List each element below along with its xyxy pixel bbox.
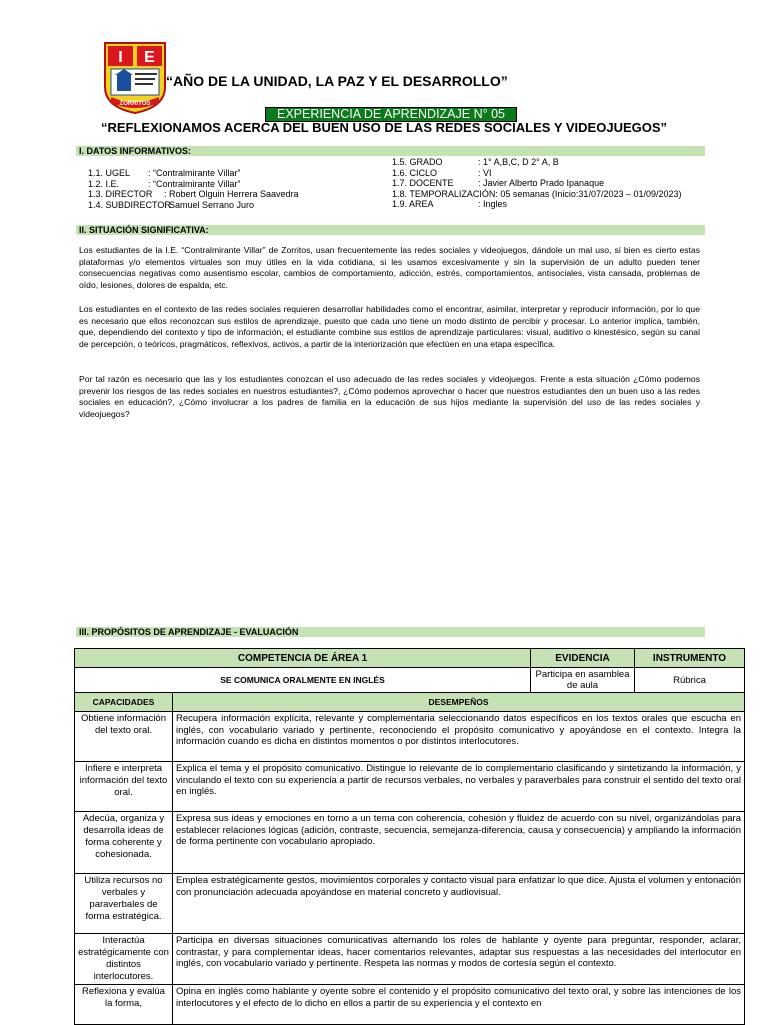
capacidad-cell: Adecúa, organiza y desarrolla ideas de forma coherente y cohesionada.	[75, 812, 173, 874]
evidencia-value: Participa en asamblea de aula	[531, 668, 635, 693]
desempeno-cell: Emplea estratégicamente gestos, movimientos corporales y contacto visual para enfatizar lo que dice. Ajusta el volumen y entonación con pronunciación adecuada apoyándose en material concreto y audiovisual.	[173, 874, 745, 934]
section-1-title: I. DATOS INFORMATIVOS:	[76, 146, 705, 156]
capacidad-cell: Reflexiona y evalúa la forma,	[75, 985, 173, 1025]
info-value: 05 semanas (Inicio:31/07/2023 – 01/09/2023)	[500, 188, 682, 199]
info-key: 1.4. SUBDIRECTOR	[88, 199, 171, 210]
desempeno-cell: Expresa sus ideas y emociones en torno a un tema con coherencia, cohesión y fluidez de acuerdo con su nivel, organizándolas para establecer relaciones lógicas (adición, contraste, secuencia, semejanza-diferencia, causa y consecuencia) y ampliando la información de forma pertinente con vocabulario apropiado.	[173, 812, 745, 874]
info-value: : Javier Alberto Prado Ipanaque	[478, 178, 605, 188]
info-value: : Ingles	[478, 199, 508, 209]
desempeno-cell: Explica el tema y el propósito comunicativo. Distingue lo relevante de lo complementario clasificando y sintetizando la información, y vinculando el texto con su experiencia a partir de recursos verbales, no verbales y paraverbales para construir el sentido del texto oral en inglés.	[173, 762, 745, 812]
info-grado	[392, 157, 682, 168]
info-temporalizacion	[392, 189, 682, 200]
table-row	[75, 874, 745, 934]
info-left	[88, 168, 299, 210]
header-competencia: COMPETENCIA DE ÁREA 1	[75, 649, 531, 668]
info-value: : 1° A,B,C, D 2° A, B	[478, 157, 559, 167]
info-key: 1.3. DIRECTOR	[88, 189, 153, 199]
table-row	[75, 934, 745, 985]
table-header-row	[75, 649, 745, 668]
desempeno-cell: Opina en inglés como hablante y oyente sobre el contenido y el propósito comunicativo del texto oral, y sobre las intenciones de los interlocutores y el efecto de lo dicho en ellos a partir de su experiencia y el contexto en	[173, 985, 745, 1025]
paragraph-1: Los estudiantes de la I.E. “Contralmirante Villar” de Zorritos, usan frecuentemente las redes sociales y videojuegos, dándole un mal uso, si bien es cierto estas plataformas y/o elementos virtuales son muy útiles en la vida cotidiana, si les usamos excesivamente y sin la supervisión de un adulto pueden tener consecuencias negativas como ausentismo escolar, cambios de comportamiento, adicción, estrés, comportamientos, antisociales, vista cansada, problemas de oído, lesiones, dolores de espalda, etc.	[79, 245, 700, 290]
table-row	[75, 985, 745, 1025]
info-key: 1.7. DOCENTE	[392, 178, 454, 188]
header-evidencia: EVIDENCIA	[531, 649, 635, 668]
table-subheader-row	[75, 693, 745, 712]
info-director	[88, 189, 299, 200]
info-key: 1.8. TEMPORALIZACIÓN:	[392, 188, 498, 199]
capacidad-cell: Utiliza recursos no verbales y paraverbales de forma estratégica.	[75, 874, 173, 934]
section-3-title: III. PROPÓSITOS DE APRENDIZAJE - EVALUACIÓN	[76, 627, 705, 637]
info-value: : Robert Olguin Herrera Saavedra	[164, 189, 299, 199]
desempeno-cell: Participa en diversas situaciones comunicativas alternando los roles de hablante y oyente para preguntar, responder, aclarar, contrastar, y para complementar ideas, hacer comentarios relevantes, adaptar sus respuestas a las necesidades del interlocutor en inglés, con vocabulario variado y pertinente. Respeta las normas y modos de cortesía según el contexto.	[173, 934, 745, 985]
subheader-desempenos: DESEMPEÑOS	[173, 693, 745, 712]
competencia-table	[74, 648, 745, 1025]
school-logo	[103, 41, 167, 115]
logo-caption: ZORRITOS	[119, 101, 151, 107]
logo-letter-i: I	[118, 49, 123, 66]
instrumento-value: Rúbrica	[635, 668, 745, 693]
info-key: 1.9. AREA	[392, 199, 434, 209]
info-key: 1.6. CICLO	[392, 167, 438, 178]
info-value: : “Contralmirante Villar”	[148, 178, 241, 189]
info-ciclo	[392, 168, 682, 179]
desempeno-cell: Recupera información explícita, relevante y complementaria seleccionando datos específicos en los textos orales que escucha en inglés, con vocabulario variado y pertinente, reconociendo el propósito comunicativo y apoyándose en el contexto. Integra la información cuando es dicha en distintos momentos o por distintos interlocutores.	[173, 712, 745, 762]
section-2-title: II. SITUACIÓN SIGNIFICATIVA:	[76, 225, 705, 235]
paragraph-3: Por tal razón es necesario que las y los estudiantes conozcan el uso adecuado de las redes sociales y videojuegos. Frente a esta situación ¿Cómo podemos prevenir los riesgos de las redes sociales en nuestros estudiantes?, ¿Cómo podemos aprovechar o hacer que nuestros estudiantes den un buen uso a las redes sociales en educación?, ¿Cómo involucrar a los padres de familia en la educación de sus hijos mediante la supervisión del uso de las redes sociales y videojuegos?	[79, 374, 700, 419]
subject-title: “REFLEXIONAMOS ACERCA DEL BUEN USO DE LAS REDES SOCIALES Y VIDEOJUEGOS”	[100, 120, 668, 135]
subheader-capacidades: CAPACIDADES	[75, 693, 173, 712]
capacidad-cell: Infiere e interpreta información del texto oral.	[75, 762, 173, 812]
info-docente	[392, 178, 682, 189]
competencia-name: SE COMUNICA ORALMENTE EN INGLÉS	[75, 668, 531, 693]
info-ie	[88, 179, 299, 190]
info-key: 1.5. GRADO	[392, 157, 443, 167]
info-subdirector	[88, 200, 299, 211]
header-instrumento: INSTRUMENTO	[635, 649, 745, 668]
info-value: : Samuel Serrano Juro	[164, 199, 255, 210]
info-ugel	[88, 168, 299, 179]
year-motto: “AÑO DE LA UNIDAD, LA PAZ Y EL DESARROLLO”	[166, 73, 508, 89]
info-key: 1.2. I.E.	[88, 178, 120, 189]
info-value: : “Contralmirante Villar”	[148, 168, 241, 178]
info-value: : VI	[478, 167, 492, 178]
capacidad-cell: Interactúa estratégicamente con distintos interlocutores.	[75, 934, 173, 985]
logo-letter-e: E	[144, 49, 155, 66]
table-row-competencia	[75, 668, 745, 693]
table-row	[75, 712, 745, 762]
capacidad-cell: Obtiene información del texto oral.	[75, 712, 173, 762]
table-row	[75, 812, 745, 874]
info-area	[392, 199, 682, 210]
table-row	[75, 762, 745, 812]
experience-title: EXPERIENCIA DE APRENDIZAJE N° 05	[265, 107, 517, 122]
paragraph-2: Los estudiantes en el contexto de las redes sociales requieren desarrollar habilidades como el encontrar, asimilar, interpretar y reproducir información, por lo que es necesario que ellos reconozcan sus estilos de aprendizaje, puesto que cada uno tiene un modo distinto de percibir y procesar. Lo anterior implica, también, que, dependiendo del contexto y tipo de información, el estudiante combine sus estilos de aprendizaje particulares: visual, auditivo o kinestésico, según su canal de percepción, o teóricos, pragmáticos, reflexivos, activos, a partir de la interiorización que efectúen en una etapa específica.	[79, 304, 700, 349]
info-right	[392, 157, 682, 210]
info-key: 1.1. UGEL	[88, 168, 131, 178]
